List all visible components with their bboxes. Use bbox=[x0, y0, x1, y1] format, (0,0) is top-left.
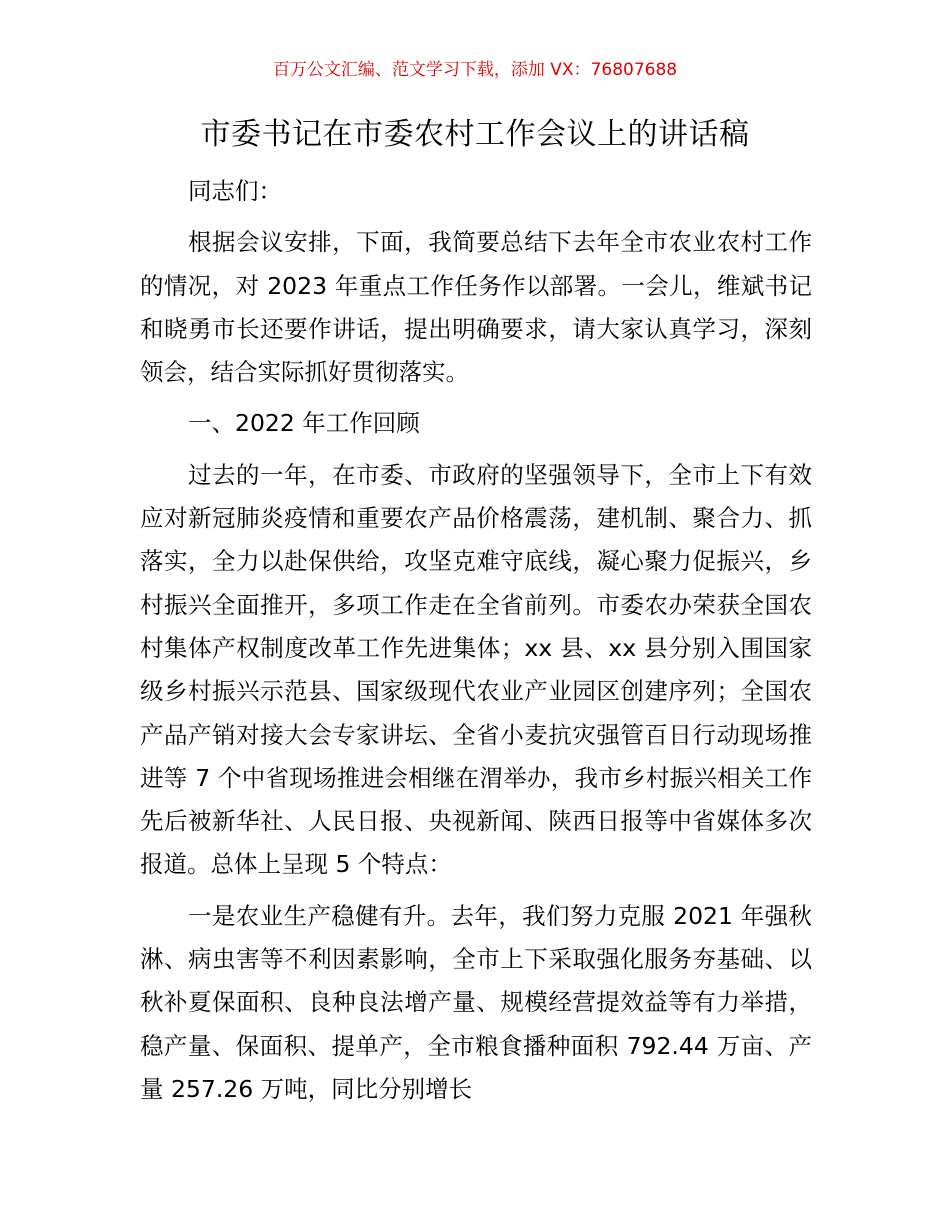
document-body bbox=[140, 170, 812, 1119]
section-heading: 一、2022 年工作回顾 bbox=[188, 409, 420, 438]
paragraph-feature-one: 一是农业生产稳健有升。去年，我们努力克服 2021 年强秋淋、病虫害等不利因素影响，全市上下采取强化服务夯基础、以秋补夏保面积、良种良法增产量、规模经营提效益等有力举措，稳产量、保面积、提单产，全市粮食播种面积 792.44 万亩、产量 257.26 万吨，同比分别增长 bbox=[140, 901, 812, 1103]
paragraph-review: 过去的一年，在市委、市政府的坚强领导下，全市上下有效应对新冠肺炎疫情和重要农产品价格震荡，建机制、聚合力、抓落实，全力以赴保供给，攻坚克难守底线，凝心聚力促振兴，乡村振兴全面推开，多项工作走在全省前列。市委农办荣获全国农村集体产权制度改革工作先进集体；xx 县、xx 县分别入围国家级乡村振兴示范县、国家级现代农业产业园区创建序列；全国农产品产销对接大会专家讲坛、全省小麦抗灾强管百日行动现场推进等 7 个中省现场推进会相继在渭举办，我市乡村振兴相关工作先后被新华社、人民日报、央视新闻、陕西日报等中省媒体多次报道。总体上呈现 5 个特点： bbox=[140, 460, 812, 879]
document-title: 市委书记在市委农村工作会议上的讲话稿 bbox=[200, 117, 750, 152]
salutation: 同志们： bbox=[188, 177, 282, 205]
paragraph-intro: 根据会议安排，下面，我简要总结下去年全市农业农村工作的情况，对 2023 年重点工作任务作以部署。一会儿，维斌书记和晓勇市长还要作讲话，提出明确要求，请大家认真学习，深刻领会，结合实际抓好贯彻落实。 bbox=[140, 228, 812, 387]
download-notice: 百万公文汇编、范文学习下载，添加 VX：76807688 bbox=[272, 60, 678, 80]
